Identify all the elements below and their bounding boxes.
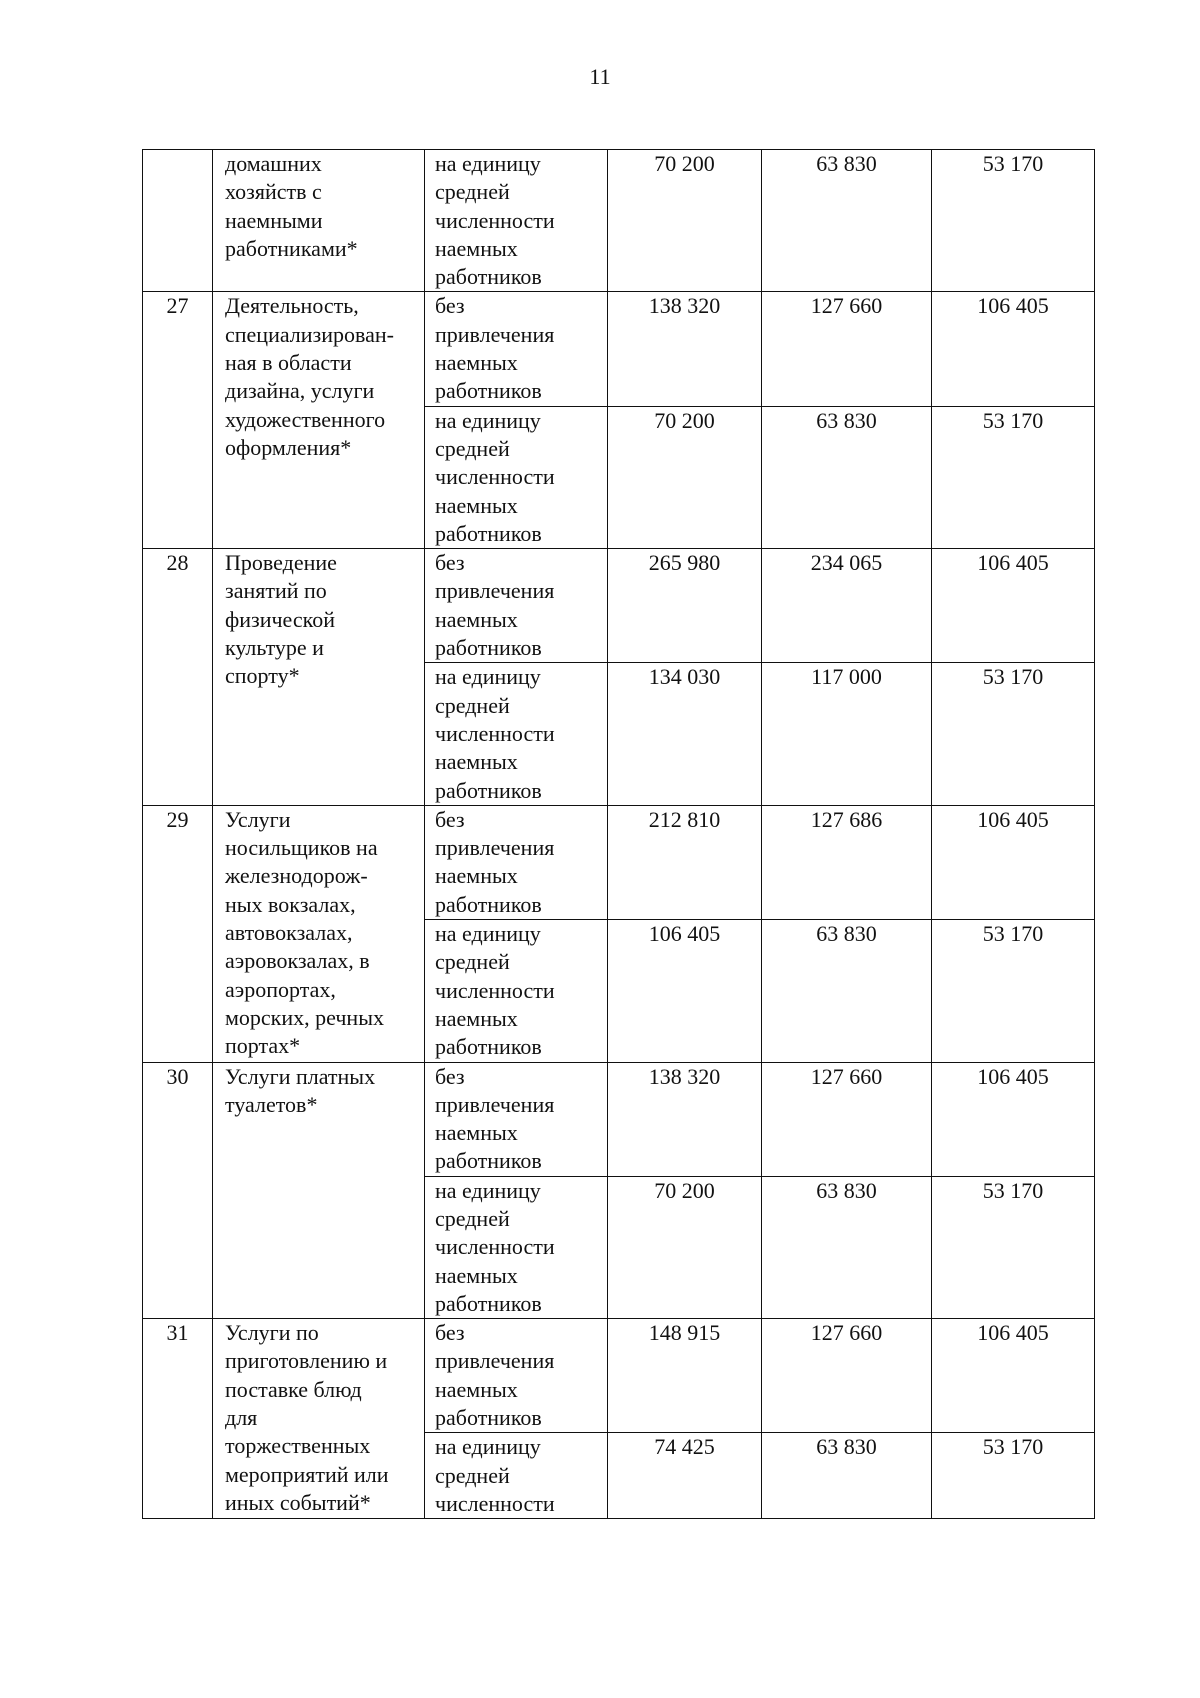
- amount-cell-3: 53 170: [932, 1433, 1095, 1519]
- table-row: [143, 150, 1095, 292]
- amount-cell-1: 138 320: [608, 1062, 762, 1176]
- amount-cell-1: 138 320: [608, 292, 762, 406]
- employment-condition: на единицу средней численности наемных работников: [425, 150, 608, 292]
- activity-number: 31: [143, 1319, 213, 1519]
- amount-cell-3: 53 170: [932, 150, 1095, 292]
- employment-condition: без привлечения наемных работников: [425, 549, 608, 663]
- amount-cell-3: 106 405: [932, 805, 1095, 919]
- amount-cell-2: 63 830: [762, 150, 932, 292]
- amount-cell-1: 106 405: [608, 920, 762, 1062]
- amount-cell-2: 234 065: [762, 549, 932, 663]
- employment-condition: на единицу средней численности наемных работников: [425, 663, 608, 805]
- activity-number: 30: [143, 1062, 213, 1319]
- amount-cell-1: 148 915: [608, 1319, 762, 1433]
- activity-number: [143, 150, 213, 292]
- amount-cell-3: 106 405: [932, 1062, 1095, 1176]
- page-number: 11: [589, 64, 611, 89]
- amount-cell-1: 70 200: [608, 150, 762, 292]
- amount-cell-3: 106 405: [932, 1319, 1095, 1433]
- activity-number: 29: [143, 805, 213, 1062]
- tariff-table-body: [143, 150, 1095, 1519]
- activity-name: Услуги по приготовлению и поставке блюд для торжественных мероприятий или иных событий*: [213, 1319, 425, 1519]
- tariff-table: [142, 149, 1095, 1519]
- amount-cell-3: 53 170: [932, 1176, 1095, 1318]
- amount-cell-1: 134 030: [608, 663, 762, 805]
- employment-condition: на единицу средней численности: [425, 1433, 608, 1519]
- table-row: [143, 292, 1095, 406]
- employment-condition: без привлечения наемных работников: [425, 292, 608, 406]
- activity-name: Проведение занятий по физической культуре и спорту*: [213, 549, 425, 806]
- table-row: [143, 1062, 1095, 1176]
- amount-cell-2: 127 660: [762, 1319, 932, 1433]
- amount-cell-3: 106 405: [932, 292, 1095, 406]
- amount-cell-1: 70 200: [608, 1176, 762, 1318]
- activity-name: домашних хозяйств с наемными работниками*: [213, 150, 425, 292]
- activity-number: 27: [143, 292, 213, 549]
- activity-name: Услуги носильщиков на железнодорож- ных вокзалах, автовокзалах, аэровокзалах, в аэропортах, морских, речных портах*: [213, 805, 425, 1062]
- amount-cell-1: 265 980: [608, 549, 762, 663]
- amount-cell-2: 127 660: [762, 1062, 932, 1176]
- amount-cell-1: 212 810: [608, 805, 762, 919]
- employment-condition: без привлечения наемных работников: [425, 805, 608, 919]
- employment-condition: без привлечения наемных работников: [425, 1319, 608, 1433]
- employment-condition: без привлечения наемных работников: [425, 1062, 608, 1176]
- table-row: [143, 1319, 1095, 1433]
- amount-cell-1: 70 200: [608, 406, 762, 548]
- amount-cell-3: 53 170: [932, 663, 1095, 805]
- amount-cell-3: 106 405: [932, 549, 1095, 663]
- amount-cell-2: 63 830: [762, 1176, 932, 1318]
- amount-cell-3: 53 170: [932, 406, 1095, 548]
- amount-cell-2: 63 830: [762, 1433, 932, 1519]
- employment-condition: на единицу средней численности наемных работников: [425, 920, 608, 1062]
- table-row: [143, 805, 1095, 919]
- amount-cell-1: 74 425: [608, 1433, 762, 1519]
- table-row: [143, 549, 1095, 663]
- amount-cell-2: 63 830: [762, 920, 932, 1062]
- activity-name: Услуги платных туалетов*: [213, 1062, 425, 1319]
- activity-number: 28: [143, 549, 213, 806]
- amount-cell-2: 117 000: [762, 663, 932, 805]
- amount-cell-2: 127 686: [762, 805, 932, 919]
- amount-cell-3: 53 170: [932, 920, 1095, 1062]
- employment-condition: на единицу средней численности наемных работников: [425, 406, 608, 548]
- employment-condition: на единицу средней численности наемных работников: [425, 1176, 608, 1318]
- amount-cell-2: 63 830: [762, 406, 932, 548]
- activity-name: Деятельность, специализирован- ная в области дизайна, услуги художественного оформления*: [213, 292, 425, 549]
- amount-cell-2: 127 660: [762, 292, 932, 406]
